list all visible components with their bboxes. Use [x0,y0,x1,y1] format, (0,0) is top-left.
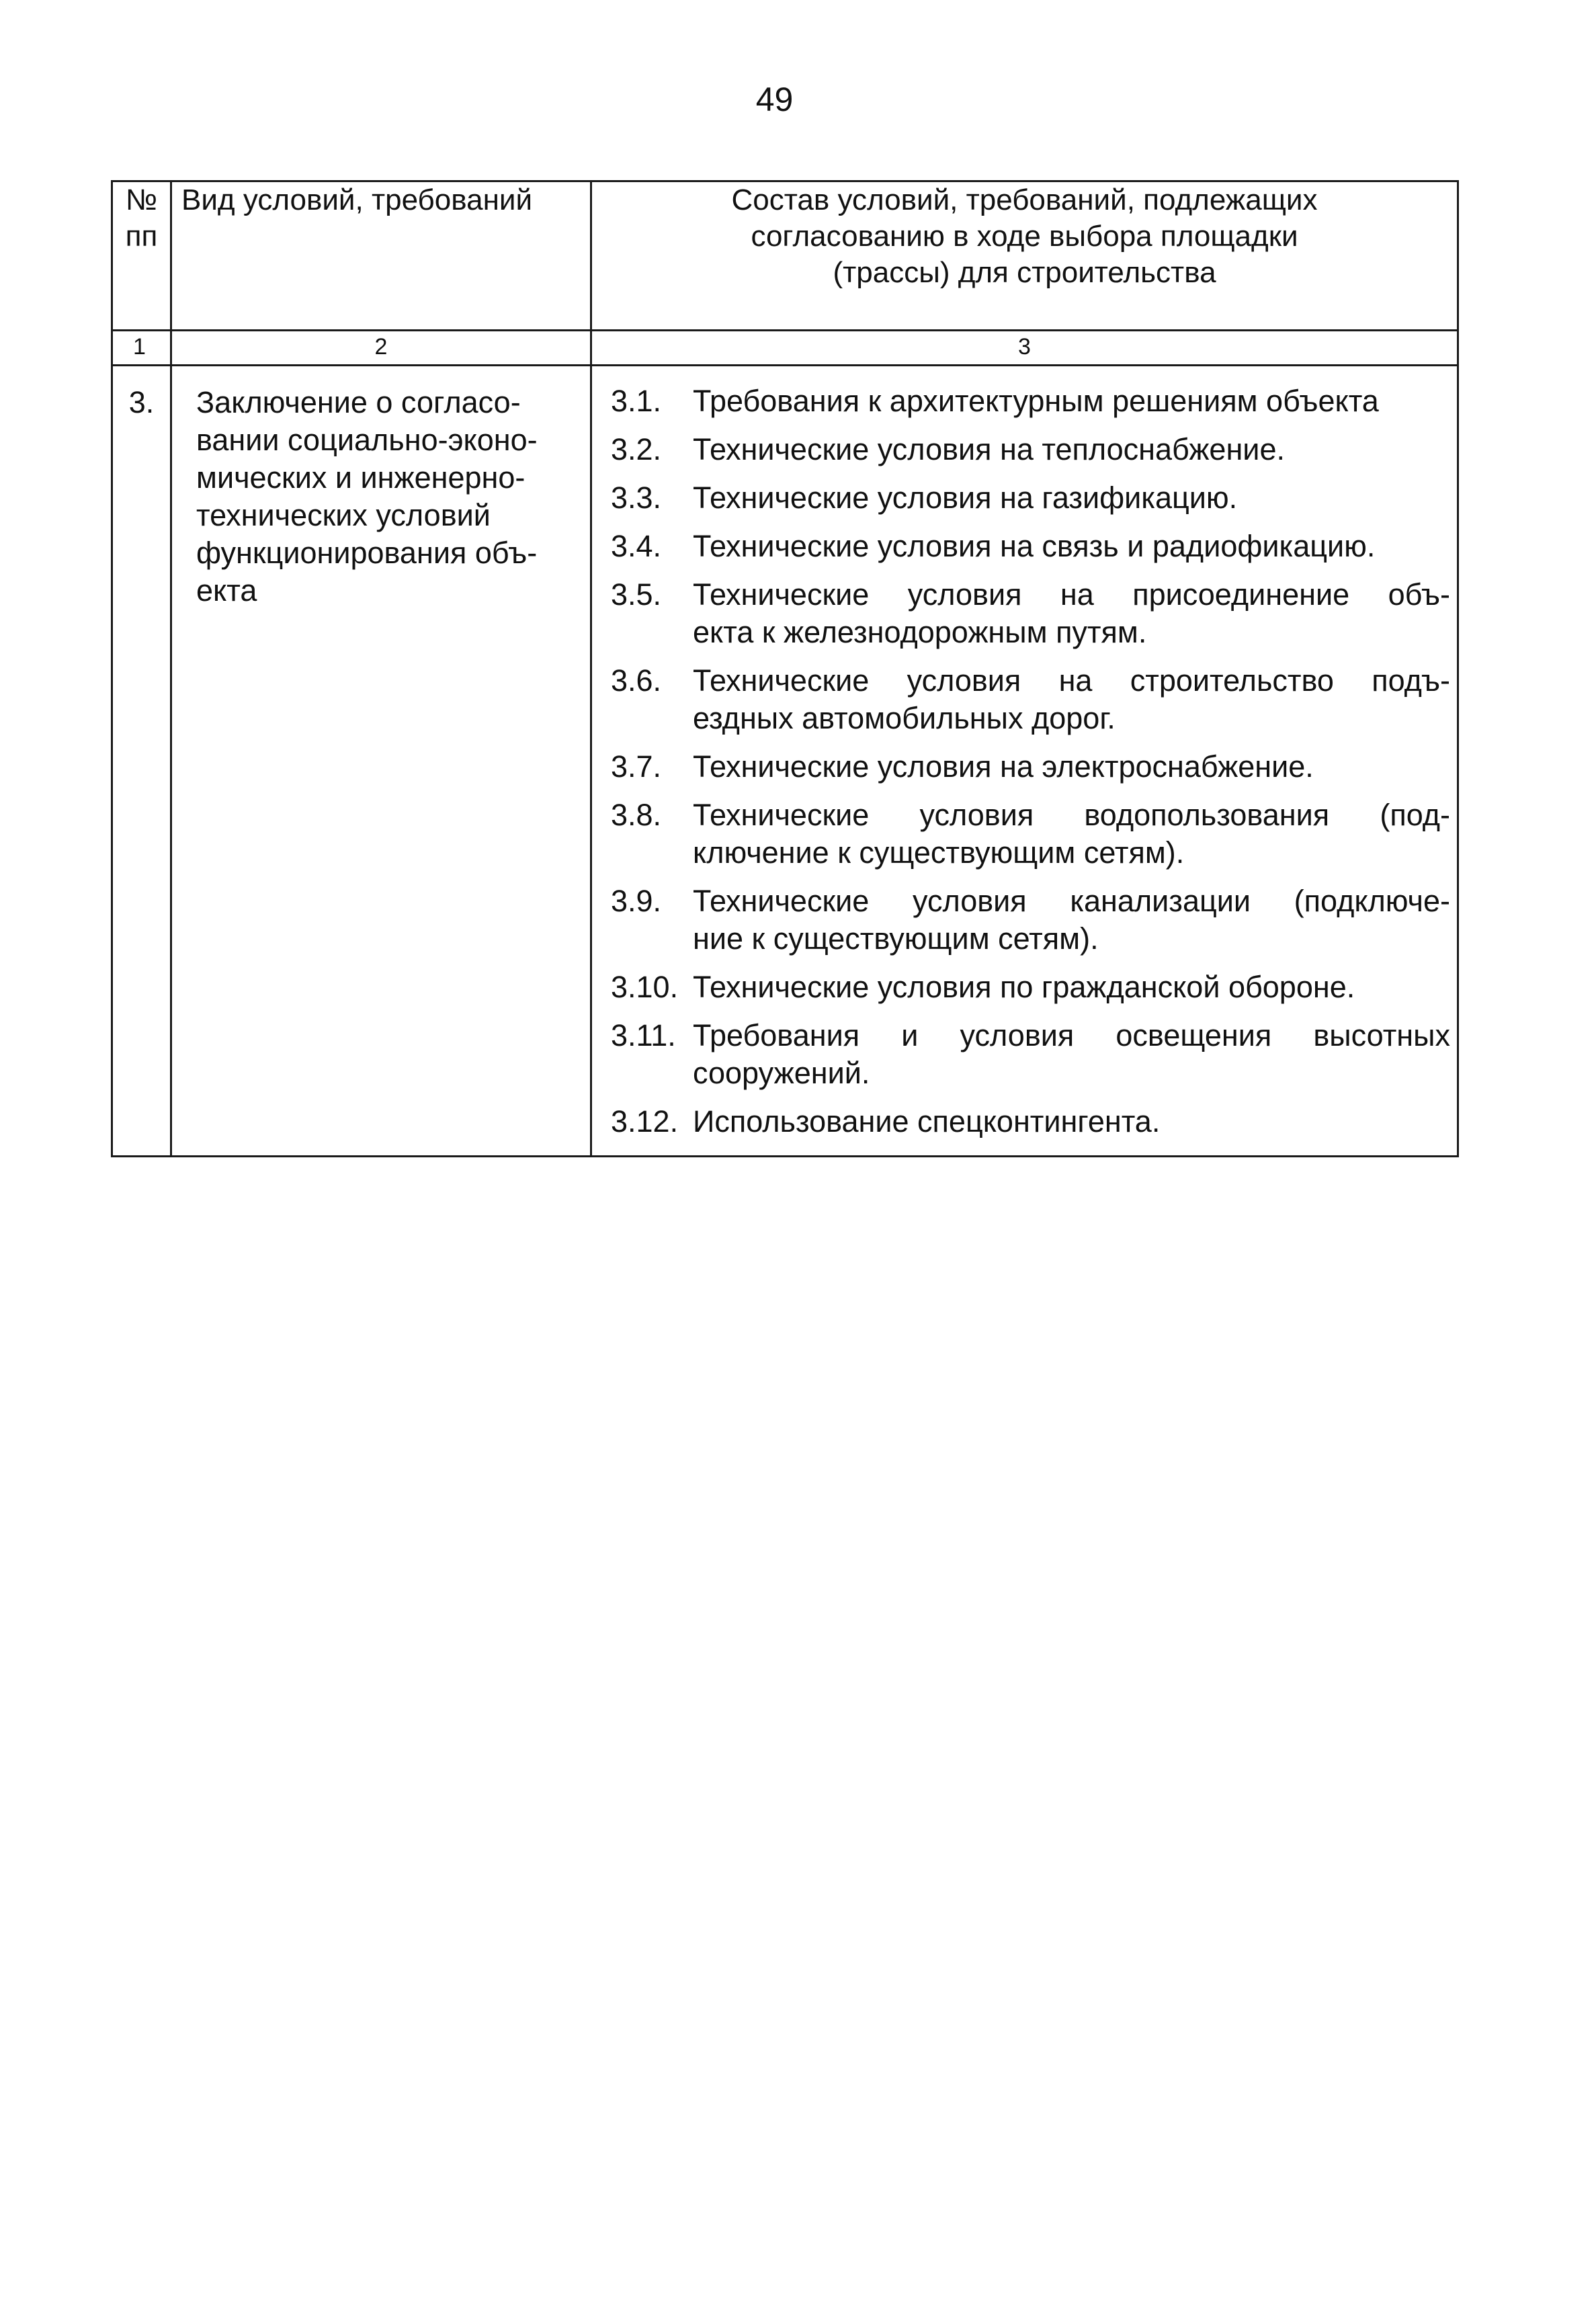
requirement-number: 3.11. [611,1018,676,1052]
column-index: 3 [591,331,1458,366]
header-composition-line: Состав условий, требований, подлежащих [731,183,1318,216]
requirement-text [693,1017,1450,1092]
requirement-line: ние к существующим сетям). [693,921,1099,956]
requirement-text [693,382,1450,420]
table-row [112,366,1458,1157]
requirement-item [611,479,1450,517]
requirement-line: Технические условия на строительство подъ- [693,663,1450,698]
requirement-number: 3.7. [611,749,662,784]
requirement-text [693,1103,1450,1141]
requirement-line: Технические условия на присоединение объ- [693,577,1450,612]
header-number [112,181,171,331]
requirement-line: Технические условия канализации (подключе- [693,884,1450,918]
requirement-text [693,968,1450,1006]
requirement-item [611,1103,1450,1141]
requirement-number: 3.9. [611,884,662,918]
requirement-line: ездных автомобильных дорог. [693,701,1116,735]
requirement-line: Технические условия по гражданской обороне. [693,970,1355,1004]
requirement-number: 3.1. [611,384,662,418]
requirement-line: Технические условия на газификацию. [693,481,1238,515]
requirement-line: Требования к архитектурным решениям объекта [693,384,1379,418]
row-type-line: функционирования объ- [196,536,538,570]
column-index: 1 [112,331,171,366]
requirement-line: ключение к существующим сетям). [693,835,1185,870]
requirement-text [693,662,1450,737]
column-index: 2 [171,331,591,366]
requirement-item [611,382,1450,420]
row-type-line: мических и инженерно- [196,460,526,495]
page-number: 49 [755,81,794,118]
requirement-item [611,431,1450,468]
requirement-number: 3.3. [611,481,662,515]
requirement-text [693,882,1450,958]
header-composition-line: (трассы) для строительства [833,256,1216,289]
requirement-item [611,968,1450,1006]
row-number: 3. [112,366,171,1157]
requirement-line: Использование спецконтингента. [693,1104,1161,1138]
requirement-text [693,748,1450,786]
requirement-text [693,796,1450,872]
requirement-line: Технические условия водопользования (под- [693,798,1450,832]
requirement-line: Требования и условия освещения высотных [693,1018,1450,1052]
row-type-line: Заключение о согласо- [196,385,521,419]
requirement-line: Технические условия на теплоснабжение. [693,432,1285,466]
column-index-row [112,331,1458,366]
requirement-number: 3.8. [611,798,662,832]
requirement-item [611,796,1450,872]
requirement-line: Технические условия на связь и радиофикацию. [693,529,1376,563]
header-number-abbrev: пп [125,220,158,253]
requirement-text [693,576,1450,651]
requirement-text [693,528,1450,565]
requirement-item [611,576,1450,651]
header-number-symbol: № [125,183,158,216]
row-requirements [591,366,1458,1157]
header-type: Вид условий, требований [171,181,591,331]
requirement-text [693,479,1450,517]
requirement-text [693,431,1450,468]
row-type-line: технических условий [196,498,491,532]
row-type-line: екта [196,573,257,608]
requirement-item [611,882,1450,958]
table-header-row [112,181,1458,331]
requirements-table [111,180,1459,1157]
requirement-item [611,528,1450,565]
requirement-item [611,662,1450,737]
row-type [171,366,591,1157]
requirement-line: Технические условия на электроснабжение. [693,749,1314,784]
requirement-number: 3.2. [611,432,662,466]
row-type-line: вании социально-эконо- [196,423,538,457]
requirement-item [611,1017,1450,1092]
requirement-line: екта к железнодорожным путям. [693,615,1147,649]
requirement-number: 3.10. [611,970,679,1004]
requirement-number: 3.12. [611,1104,679,1138]
requirement-number: 3.4. [611,529,662,563]
requirement-number: 3.5. [611,577,662,612]
header-composition-line: согласованию в ходе выбора площадки [751,220,1298,253]
requirement-line: сооружений. [693,1056,870,1090]
header-composition [591,181,1458,331]
requirement-number: 3.6. [611,663,662,698]
requirement-item [611,748,1450,786]
